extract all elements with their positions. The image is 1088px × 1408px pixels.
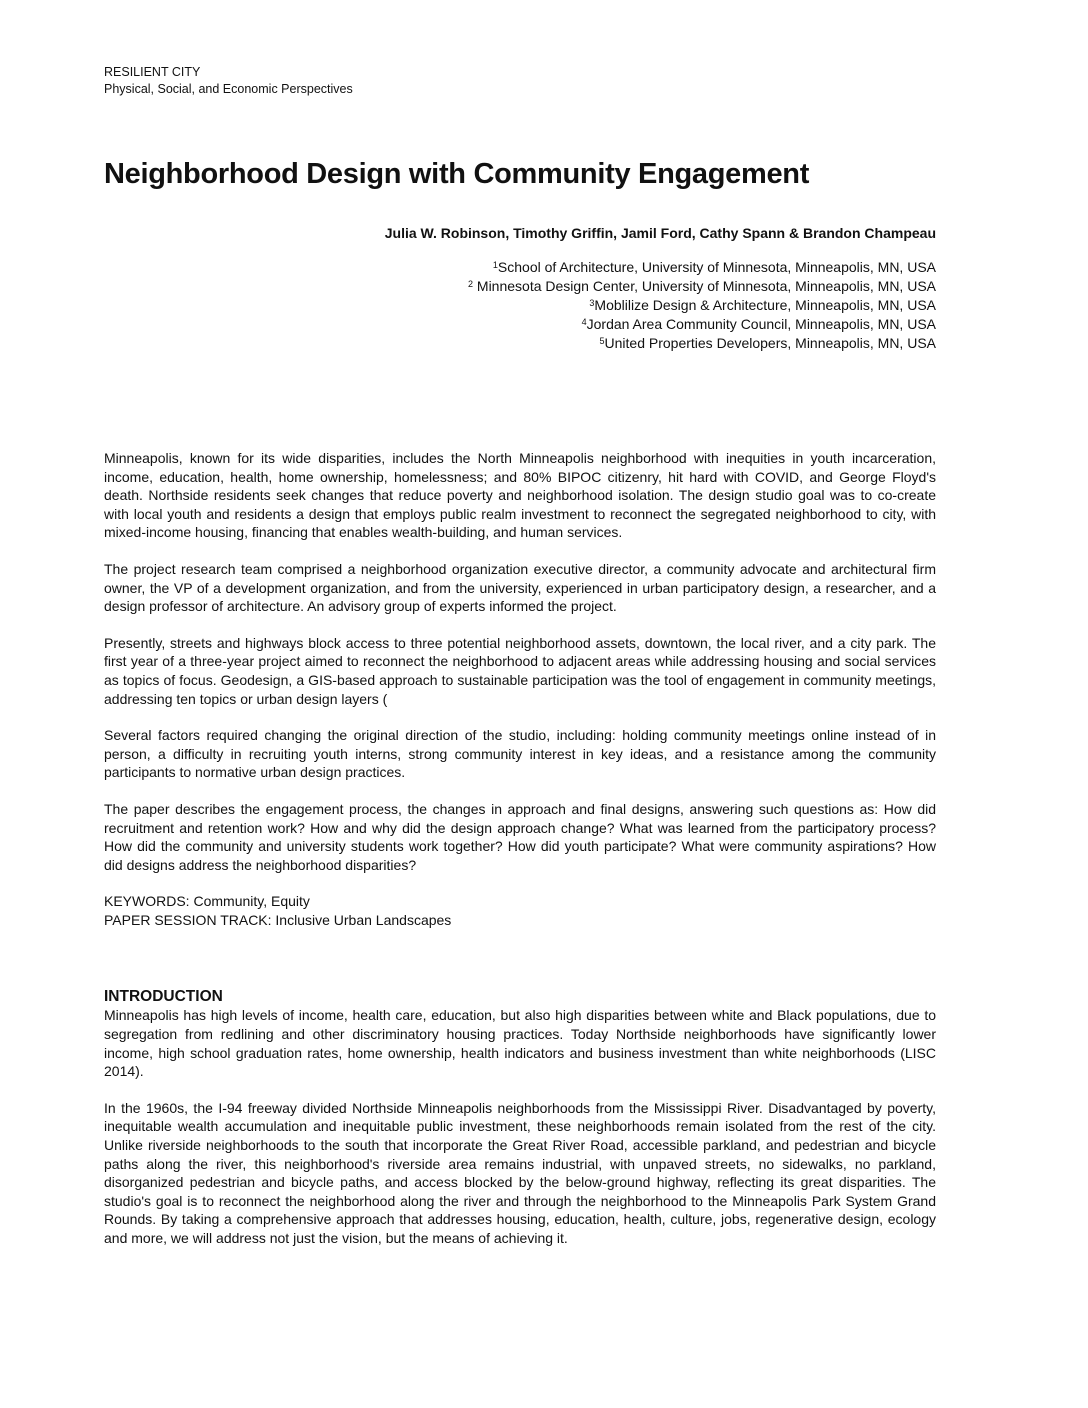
abstract-paragraph-5: The paper describes the engagement process, the changes in approach and final designs, answering such questions as: How did recruitment and retention work? How and why did the design approach change? What was learned from the participatory process? How did the community and university students work together? How did youth participate? What were community aspirations? How did designs address the neighborhood disparities? (104, 800, 936, 873)
abstract-paragraph-4: Several factors required changing the original direction of the studio, including: holding community meetings online instead of in person, a difficulty in recruiting youth interns, strong community interest in key ideas, and a resistance among the community participants to normative urban design practices. (104, 727, 936, 781)
author-list: Julia W. Robinson, Timothy Griffin, Jamil Ford, Cathy Spann & Brandon Champeau (384, 225, 936, 241)
affiliation-marker: 4 (581, 317, 587, 327)
affiliation-5 (104, 334, 936, 353)
session-track-line (104, 911, 936, 930)
introduction-paragraph-2: In the 1960s, the I-94 freeway divided Northside Minneapolis neighborhoods from the Mississippi River. Disadvantaged by poverty, inequitable wealth accumulation and inequitable public investment, these neighborhoods remain isolated from the rest of the city. Unlike riverside neighborhoods to the south that incorporate the Great River Road, accessible parkland, and pedestrian and bicycle paths along the river, this neighborhood's riverside area remains industrial, with unpaved streets, no sidewalks, no parkland, disorganized pedestrian and bicycle paths, and access blocked by the below-ground highway, reflecting its great disparities. The studio's goal is to reconnect the neighborhood along the river and through the neighborhood to the Minneapolis Park System Grand Rounds. By taking a comprehensive approach that addresses housing, education, health, culture, jobs, regenerative design, ecology and more, we will address not just the vision, but the means of achieving it. (104, 1099, 936, 1246)
abstract-paragraph-2: The project research team comprised a neighborhood organization executive director, a community advocate and architectural firm owner, the VP of a development organization, and from the university, experienced in urban participatory design, a researcher, and a design professor of architecture. An advisory group of experts informed the project. (104, 560, 936, 615)
running-head (104, 64, 936, 98)
running-head-series: RESILIENT CITY (104, 65, 201, 79)
affiliation-marker: 5 (599, 336, 605, 346)
introduction-section (104, 1006, 936, 1247)
keywords-line (104, 892, 936, 911)
paper-title: Neighborhood Design with Community Engagement (104, 158, 810, 190)
introduction-paragraph-1: Minneapolis has high levels of income, health care, education, but also high disparities between white and Black populations, due to segregation from redlining and other discriminatory housing practices. Today Northside neighborhoods have significantly lower income, high school graduation rates, home ownership, health indicators and business investment than white neighborhoods (LISC 2014). (104, 1007, 936, 1080)
affiliation-marker: 2 (468, 279, 474, 289)
affiliation-marker: 1 (492, 260, 498, 270)
abstract (104, 449, 936, 874)
affiliation-text: Jordan Area Community Council, Minneapolis, MN, USA (586, 316, 936, 332)
keywords-label: KEYWORDS: (104, 893, 190, 910)
affiliation-text: Moblilize Design & Architecture, Minneapolis, MN, USA (594, 297, 936, 313)
session-track-value: Inclusive Urban Landscapes (271, 911, 452, 928)
affiliation-marker: 3 (589, 298, 595, 308)
running-head-subtitle: Physical, Social, and Economic Perspectives (104, 82, 353, 96)
affiliation-list (104, 258, 936, 353)
section-heading-introduction: INTRODUCTION (104, 988, 223, 1006)
keywords-block (104, 892, 936, 929)
keywords-value: Community, Equity (189, 893, 310, 910)
affiliation-2 (104, 277, 936, 296)
affiliation-text: School of Architecture, University of Minnesota, Minneapolis, MN, USA (497, 259, 936, 275)
affiliation-text: Minnesota Design Center, University of Minnesota, Minneapolis, MN, USA (473, 278, 936, 294)
affiliation-text: United Properties Developers, Minneapolis, MN, USA (604, 335, 936, 351)
abstract-paragraph-1: Minneapolis, known for its wide disparities, includes the North Minneapolis neighborhood with inequities in youth incarceration, income, education, health, home ownership, homelessness; and 80% BIPOC citizenry, hit hard with COVID, and George Floyd's death. Northside residents seek changes that reduce poverty and neighborhood isolation. The design studio goal was to co-create with local youth and residents a design that employs public realm investment to reconnect the segregated neighborhood to city, with mixed-income housing, financing that enables wealth-building, and human services. (104, 450, 936, 541)
paper-page (104, 64, 936, 1266)
session-track-label: PAPER SESSION TRACK: (104, 911, 272, 928)
affiliation-1 (104, 258, 936, 277)
abstract-paragraph-3: Presently, streets and highways block access to three potential neighborhood assets, downtown, the local river, and a city park. The first year of a three-year project aimed to reconnect the neighborhood to adjacent areas while addressing housing and social services as topics of focus. Geodesign, a GIS-based approach to sustainable participation was the tool of engagement in community meetings, addressing ten topics or urban design layers ( (104, 634, 936, 707)
affiliation-4 (104, 315, 936, 334)
affiliation-3 (104, 296, 936, 315)
